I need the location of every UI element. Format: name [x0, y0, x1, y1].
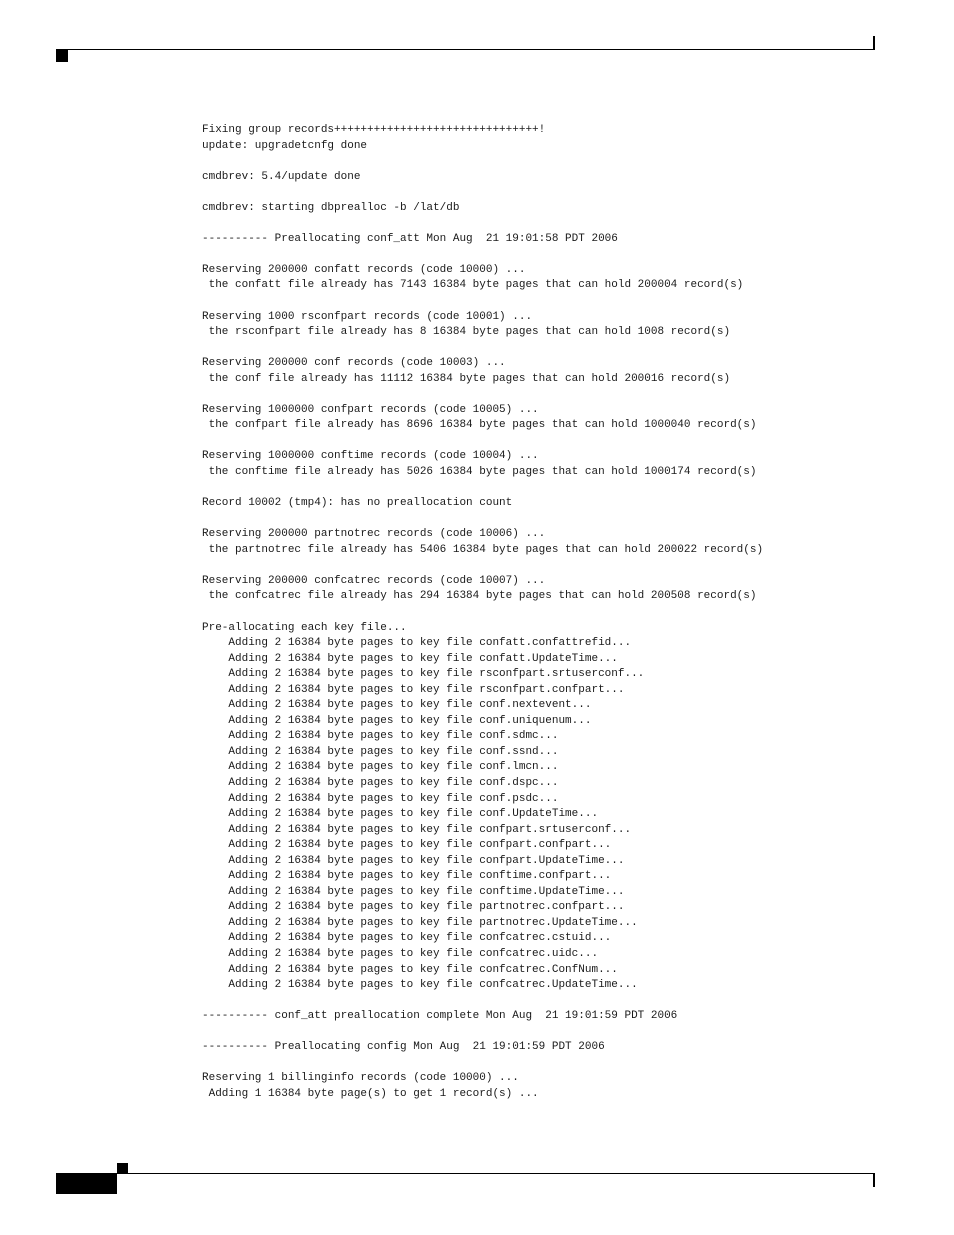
console-line: Adding 2 16384 byte pages to key file confatt.confattrefid... — [202, 637, 632, 650]
console-line: Reserving 1000 rsconfpart records (code 10001) ... — [202, 310, 533, 323]
footer-rule — [56, 1173, 875, 1174]
console-line: Record 10002 (tmp4): has no preallocation count — [202, 497, 513, 510]
console-line — [202, 512, 922, 528]
console-line: the confatt file already has 7143 16384 byte pages that can hold 200004 record(s) — [202, 279, 744, 292]
console-line — [202, 994, 922, 1010]
console-line — [202, 341, 922, 357]
console-line: the rsconfpart file already has 8 16384 byte pages that can hold 1008 record(s) — [202, 326, 731, 339]
console-line: Adding 2 16384 byte pages to key file rsconfpart.srtuserconf... — [202, 668, 645, 681]
console-line: the partnotrec file already has 5406 16384 byte pages that can hold 200022 record(s) — [202, 543, 764, 556]
console-line: Adding 1 16384 byte page(s) to get 1 record(s) ... — [202, 1087, 539, 1100]
console-line: Adding 2 16384 byte pages to key file partnotrec.UpdateTime... — [202, 916, 638, 929]
console-line — [202, 185, 922, 201]
console-line: Adding 2 16384 byte pages to key file conf.sdmc... — [202, 730, 559, 743]
console-output — [202, 123, 922, 1102]
console-line: Adding 2 16384 byte pages to key file conf.psdc... — [202, 792, 559, 805]
console-line — [202, 481, 922, 497]
console-line: Adding 2 16384 byte pages to key file conftime.confpart... — [202, 870, 612, 883]
footer-tick-mark — [873, 1174, 875, 1187]
console-line: Adding 2 16384 byte pages to key file partnotrec.confpart... — [202, 901, 625, 914]
console-line: ---------- Preallocating conf_att Mon Aug 21 19:01:58 PDT 2006 — [202, 232, 618, 245]
console-line: Adding 2 16384 byte pages to key file confpart.UpdateTime... — [202, 854, 625, 867]
console-line — [202, 434, 922, 450]
console-line: ---------- Preallocating config Mon Aug 21 19:01:59 PDT 2006 — [202, 1041, 605, 1054]
console-line — [202, 216, 922, 232]
console-line: the confcatrec file already has 294 16384 byte pages that can hold 200508 record(s) — [202, 590, 757, 603]
console-line: cmdbrev: starting dbprealloc -b /lat/db — [202, 201, 460, 214]
console-line: Adding 2 16384 byte pages to key file confcatrec.uidc... — [202, 947, 599, 960]
console-line: Adding 2 16384 byte pages to key file rsconfpart.confpart... — [202, 683, 625, 696]
console-line — [202, 605, 922, 621]
console-line: Adding 2 16384 byte pages to key file conf.lmcn... — [202, 761, 559, 774]
console-line: Adding 2 16384 byte pages to key file confcatrec.cstuid... — [202, 932, 612, 945]
footer-page-tab — [56, 1174, 117, 1194]
console-line: Adding 2 16384 byte pages to key file conf.nextevent... — [202, 699, 592, 712]
console-line — [202, 387, 922, 403]
header-tick-mark — [873, 36, 875, 50]
console-line: Adding 2 16384 byte pages to key file confatt.UpdateTime... — [202, 652, 618, 665]
console-line: Adding 2 16384 byte pages to key file confcatrec.ConfNum... — [202, 963, 618, 976]
console-line: Reserving 1000000 conftime records (code 10004) ... — [202, 450, 539, 463]
console-line: Reserving 200000 partnotrec records (code 10006) ... — [202, 528, 546, 541]
console-line: Reserving 1000000 confpart records (code 10005) ... — [202, 403, 539, 416]
header-corner-marker — [56, 50, 68, 62]
console-line: the conftime file already has 5026 16384 byte pages that can hold 1000174 record(s) — [202, 466, 757, 479]
console-line: the confpart file already has 8696 16384 byte pages that can hold 1000040 record(s) — [202, 419, 757, 432]
console-line: Adding 2 16384 byte pages to key file confcatrec.UpdateTime... — [202, 979, 638, 992]
console-line: Adding 2 16384 byte pages to key file conftime.UpdateTime... — [202, 885, 625, 898]
console-line — [202, 1025, 922, 1041]
console-line: Reserving 200000 conf records (code 10003) ... — [202, 357, 506, 370]
console-line: Reserving 1 billinginfo records (code 10000) ... — [202, 1072, 519, 1085]
console-line: cmdbrev: 5.4/update done — [202, 170, 361, 183]
console-line: Reserving 200000 confcatrec records (code 10007) ... — [202, 574, 546, 587]
console-line: Adding 2 16384 byte pages to key file conf.UpdateTime... — [202, 808, 599, 821]
header-rule — [56, 49, 875, 50]
console-line — [202, 558, 922, 574]
console-line: Adding 2 16384 byte pages to key file confpart.srtuserconf... — [202, 823, 632, 836]
console-line: ---------- conf_att preallocation complete Mon Aug 21 19:01:59 PDT 2006 — [202, 1010, 678, 1023]
console-line: Fixing group records+++++++++++++++++++++++++++++++! — [202, 124, 546, 136]
console-line: Reserving 200000 confatt records (code 10000) ... — [202, 263, 526, 276]
console-line — [202, 247, 922, 263]
console-line: Adding 2 16384 byte pages to key file conf.dspc... — [202, 776, 559, 789]
console-line: Adding 2 16384 byte pages to key file confpart.confpart... — [202, 839, 612, 852]
console-line: the conf file already has 11112 16384 byte pages that can hold 200016 record(s) — [202, 372, 731, 385]
console-line: Pre-allocating each key file... — [202, 621, 407, 634]
console-line: Adding 2 16384 byte pages to key file conf.uniquenum... — [202, 714, 592, 727]
footer-corner-marker — [117, 1163, 128, 1173]
console-line — [202, 294, 922, 310]
console-line: update: upgradetcnfg done — [202, 139, 368, 152]
console-line — [202, 1056, 922, 1072]
console-line — [202, 154, 922, 170]
console-line: Adding 2 16384 byte pages to key file conf.ssnd... — [202, 745, 559, 758]
